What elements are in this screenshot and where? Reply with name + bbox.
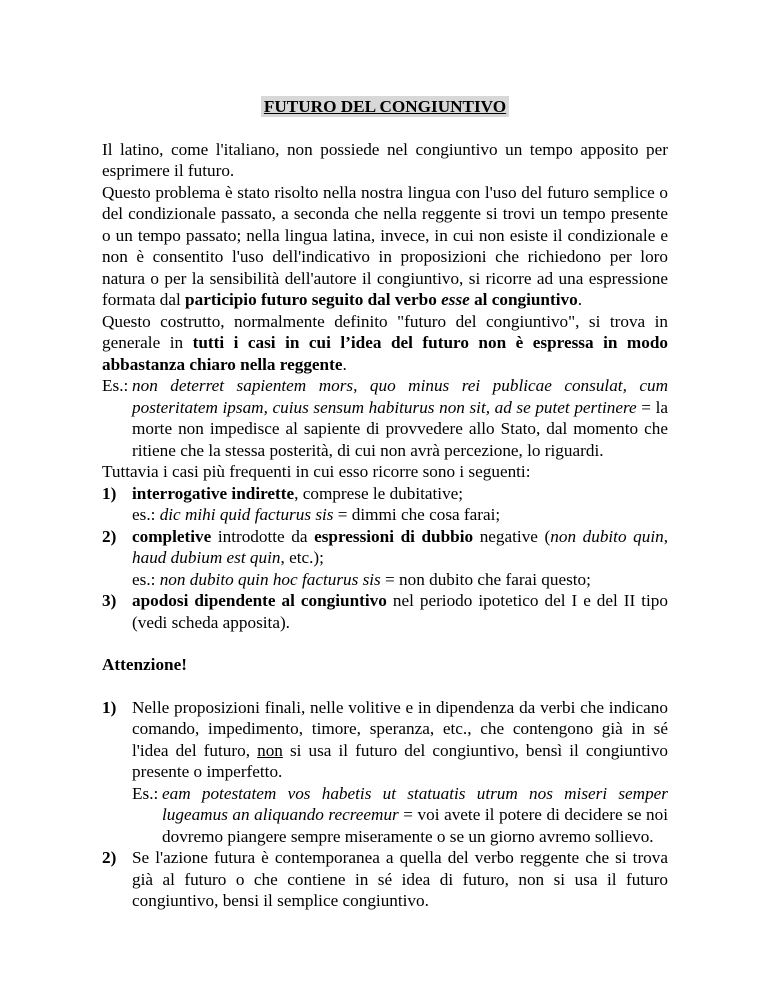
note-number: 1) bbox=[102, 697, 117, 717]
case-example-label: es.: bbox=[132, 505, 160, 524]
case-item-3 bbox=[102, 590, 668, 633]
p3-bold: tutti i casi in cui l’idea del futuro non è espressa in modo abbastanza chiaro nella reggente bbox=[102, 333, 668, 374]
example-1 bbox=[102, 375, 668, 461]
paragraph-construct bbox=[102, 311, 668, 376]
p2-esse: esse bbox=[441, 290, 470, 309]
note-text bbox=[132, 847, 668, 912]
p1-text: Il latino, come l'italiano, non possiede nel congiuntivo un tempo apposito per esprimere il futuro. bbox=[102, 139, 668, 180]
example-translation: = la morte non impedisce al sapiente di provvedere allo Stato, dal momento che ritiene che la stessa posterità, di cui non avrà percezione, lo riguardi. bbox=[132, 397, 668, 460]
example-label: Es.: bbox=[102, 376, 129, 395]
case-sep: , bbox=[663, 526, 668, 546]
case-italic-2: haud dubium est quin bbox=[132, 548, 281, 567]
case-rest-2: , etc.); bbox=[280, 548, 324, 567]
case-bold: apodosi dipendente al congiuntivo bbox=[132, 591, 387, 610]
case-number: 2) bbox=[102, 526, 117, 546]
p2-text: Questo problema è stato risolto nella nostra lingua con l'uso del futuro semplice o del condizionale passato, a seconda che nella reggente si trovi un tempo presente o un tempo passato; nella lingua latina, invece, in cui non esiste il condizionale e non è consentito l'uso dell'indicativo in proposizioni che richiedono per loro natura o per la sensibilità dell'autore il congiuntivo, si ricorre ad una espressione formata dal bbox=[102, 182, 668, 309]
case-italic-1: non dubito quin bbox=[550, 526, 664, 546]
case-text bbox=[132, 590, 668, 633]
paragraph-problem bbox=[102, 182, 668, 311]
p2-end: . bbox=[577, 290, 582, 309]
note-text-a: Nelle proposizioni finali, nelle volitive e in dipendenza da verbi che indicano comando, impedimento, timore, speranza, etc., che contengono già in sé l'idea del futuro, bbox=[132, 697, 668, 760]
p3-text: Questo costrutto, normalmente definito "futuro del congiuntivo", si trova in generale in bbox=[102, 311, 668, 352]
case-example-label: es.: bbox=[132, 569, 160, 589]
example-body bbox=[132, 375, 668, 461]
p2-bold-2: al congiuntivo bbox=[469, 290, 578, 309]
p2-bold-1: participio futuro seguito dal verbo bbox=[185, 290, 442, 309]
case-bold-2: espressioni di dubbio bbox=[314, 526, 474, 546]
p3-end: . bbox=[342, 354, 347, 374]
case-bold: completive bbox=[132, 526, 212, 546]
p2-bold-esse bbox=[441, 290, 470, 309]
case-item-2 bbox=[102, 526, 668, 591]
note-example-latin: eam potestatem vos habetis ut statuatis utrum nos miseri semper lugeamus an aliquando recreemur bbox=[162, 783, 668, 824]
note-text-b: si usa il futuro del congiuntivo, bensì il congiuntivo presente o imperfetto. bbox=[132, 740, 669, 781]
paragraph-intro bbox=[102, 139, 668, 182]
case-mid: introdotte da bbox=[211, 526, 315, 546]
title-wrap bbox=[102, 96, 668, 118]
page-title: FUTURO DEL CONGIUNTIVO bbox=[261, 96, 509, 117]
paragraph-cases-intro bbox=[102, 461, 668, 483]
case-example-latin: dic mihi quid facturus sis bbox=[159, 505, 334, 524]
example-latin: non deterret sapientem mors, quo minus rei publicae consulat, cum posteritatem ipsam, cuius sensum habiturus non sit, ad se putet pertinere bbox=[132, 376, 668, 417]
p4-text: Tuttavia i casi più frequenti in cui esso ricorre sono i seguenti: bbox=[102, 462, 531, 481]
note-item-2 bbox=[102, 847, 668, 912]
case-number: 1) bbox=[102, 483, 117, 503]
note-underlined: non bbox=[257, 740, 283, 760]
note-text-a: Se l'azione futura è contemporanea a quella del verbo reggente che si trova già al futuro o che contiene in sé idea di futuro, non si usa il futuro congiuntivo, bensi il semplice congiuntivo. bbox=[132, 848, 668, 910]
case-example-translation: = non dubito che farai questo; bbox=[380, 569, 591, 589]
case-item-1 bbox=[102, 483, 668, 526]
note-example bbox=[132, 783, 668, 848]
note-number: 2) bbox=[102, 848, 117, 867]
case-rest: nel periodo ipotetico del I e del II tipo (vedi scheda apposita). bbox=[132, 591, 668, 632]
case-text bbox=[132, 526, 668, 591]
case-rest: negative ( bbox=[473, 526, 551, 546]
case-bold: interrogative indirette bbox=[132, 483, 295, 503]
note-text bbox=[132, 697, 668, 848]
note-example-body bbox=[162, 783, 668, 848]
note-item-1 bbox=[102, 697, 668, 848]
note-example-translation: = voi avete il potere di decidere se noi dovremo piangere sempre miseramente o se un giorno avremo sollievo. bbox=[162, 805, 668, 846]
note-example-label: Es.: bbox=[132, 783, 159, 803]
attention-heading: Attenzione! bbox=[102, 655, 187, 674]
case-number: 3) bbox=[102, 591, 117, 610]
case-example-translation: = dimmi che cosa farai; bbox=[333, 505, 501, 524]
case-example-latin: non dubito quin hoc facturus sis bbox=[159, 569, 381, 589]
document-body bbox=[102, 96, 668, 912]
case-rest: , comprese le dubitative; bbox=[294, 483, 464, 503]
case-text bbox=[132, 483, 668, 526]
